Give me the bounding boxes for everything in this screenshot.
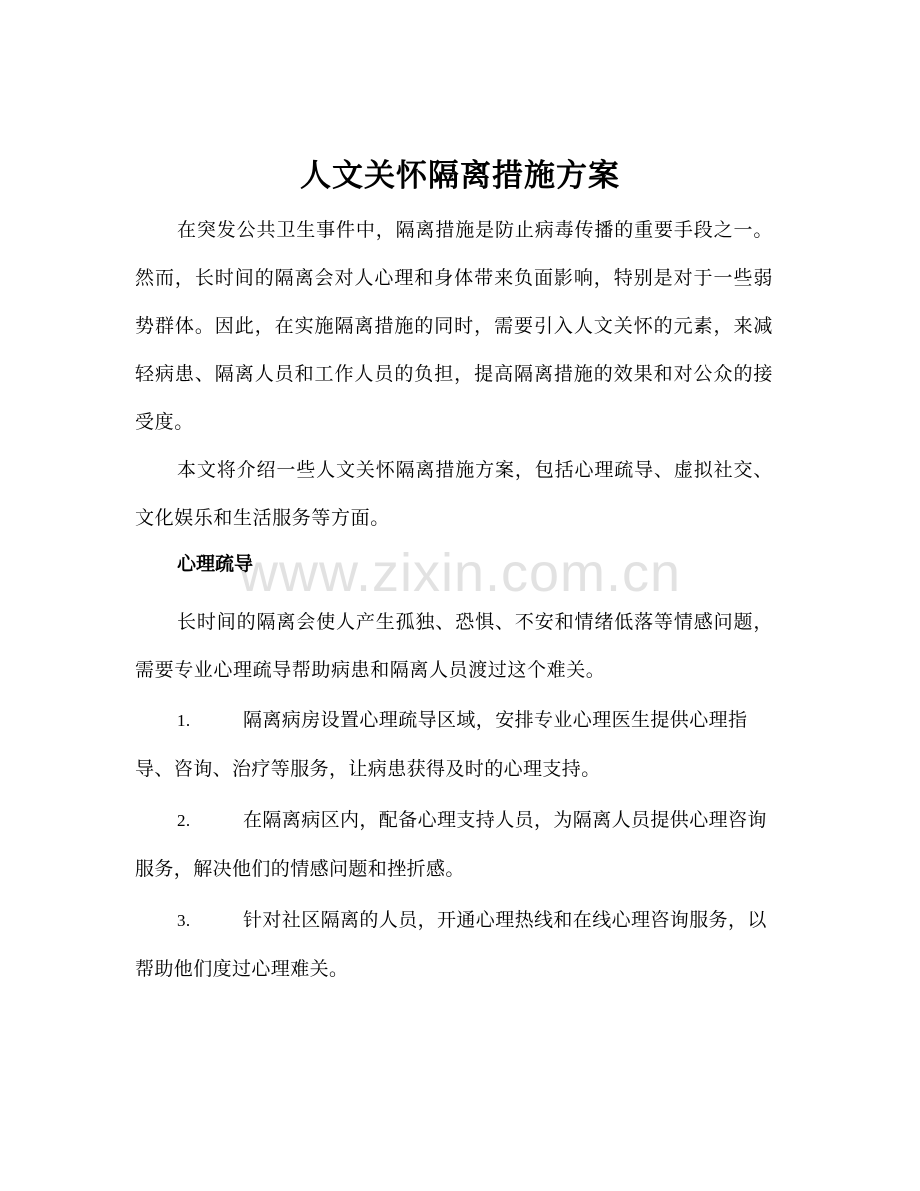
- section-heading: 心理疏导: [177, 553, 254, 575]
- list-item: [135, 696, 773, 793]
- list-item: [135, 796, 773, 893]
- section-paragraph-block: [135, 598, 773, 694]
- intro-paragraph-block: [135, 206, 773, 446]
- section-paragraph: 长时间的隔离会使人产生孤独、恐惧、不安和情绪低落等情感问题，需要专业心理疏导帮助病患和隔离人员渡过这个难关。: [135, 611, 773, 681]
- document-title: 人文关怀隔离措施方案: [300, 158, 620, 194]
- watermark: www.zixin.com.cn: [238, 543, 682, 603]
- list-item-text: 隔离病房设置心理疏导区域，安排专业心理医生提供心理指导、咨询、治疗等服务，让病患获得及时的心理支持。: [135, 709, 748, 780]
- list-item: [135, 896, 773, 993]
- list-item-text: 针对社区隔离的人员，开通心理热线和在线心理咨询服务，以帮助他们度过心理难关。: [135, 909, 767, 980]
- overview-paragraph-block: [135, 446, 773, 542]
- intro-paragraph: 在突发公共卫生事件中，隔离措施是防止病毒传播的重要手段之一。然而，长时间的隔离会对人心理和身体带来负面影响，特别是对于一些弱势群体。因此，在实施隔离措施的同时，需要引入人文关怀的元素，来减轻病患、隔离人员和工作人员的负担，提高隔离措施的效果和对公众的接受度。: [135, 219, 773, 433]
- list-item-number: 2.: [177, 811, 191, 830]
- list-item-number: 3.: [177, 911, 191, 930]
- list-item-number: 1.: [177, 711, 191, 730]
- list-item-text: 在隔离病区内，配备心理支持人员，为隔离人员提供心理咨询服务，解决他们的情感问题和挫折感。: [135, 809, 767, 880]
- overview-paragraph: 本文将介绍一些人文关怀隔离措施方案，包括心理疏导、虚拟社交、文化娱乐和生活服务等方面。: [135, 459, 773, 529]
